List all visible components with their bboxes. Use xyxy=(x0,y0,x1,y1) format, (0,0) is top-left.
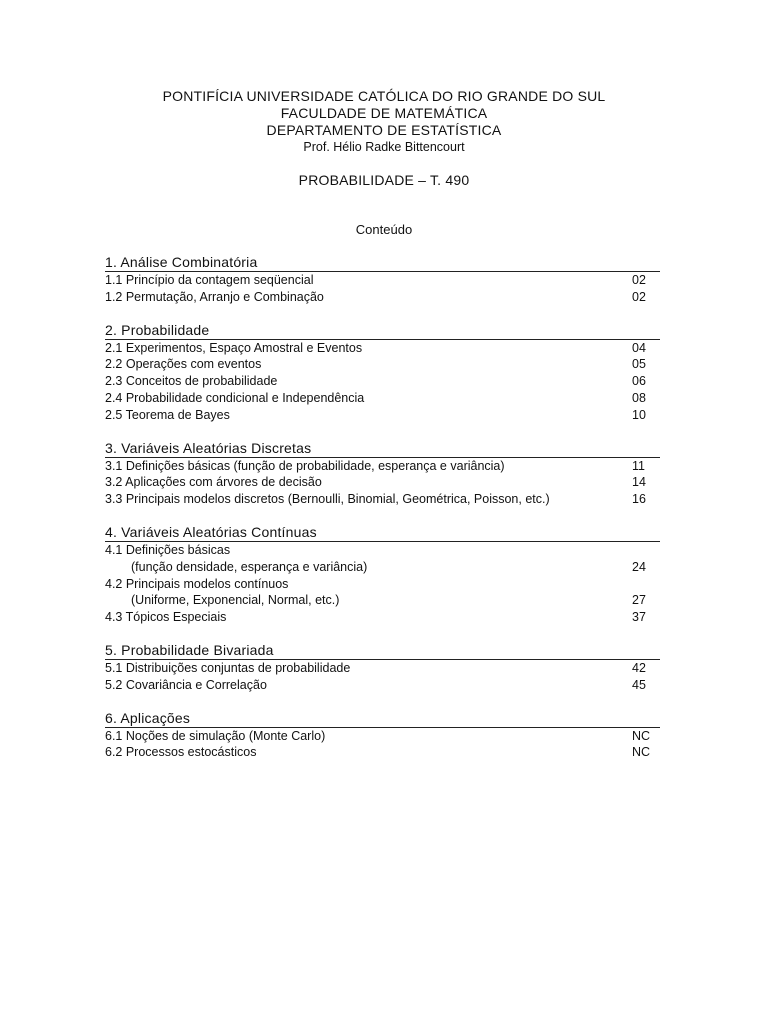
toc-entry-page: 10 xyxy=(632,407,646,422)
toc-section xyxy=(105,524,660,626)
toc-entry-label: (Uniforme, Exponencial, Normal, etc.) xyxy=(131,593,340,608)
toc-entry-page: 45 xyxy=(632,677,646,692)
toc-entry-page: 04 xyxy=(632,340,646,355)
toc-entry-label: 6.1 Noções de simulação (Monte Carlo) xyxy=(105,728,326,743)
toc-entry xyxy=(105,407,660,424)
toc-entry xyxy=(105,340,660,357)
toc-entry-page: 24 xyxy=(632,559,646,574)
toc-entry-label: 1.1 Princípio da contagem seqüencial xyxy=(105,273,314,287)
section-title: 6. Aplicações xyxy=(105,710,660,728)
toc-entry-page: NC xyxy=(632,745,651,760)
toc-entry xyxy=(105,542,660,559)
section-title: 2. Probabilidade xyxy=(105,322,660,340)
toc-entry xyxy=(105,474,660,491)
toc-section xyxy=(105,440,660,508)
faculty-name: FACULDADE DE MATEMÁTICA xyxy=(280,105,488,121)
document-header xyxy=(0,88,768,156)
toc-entry-label: 5.1 Distribuições conjuntas de probabilidade xyxy=(105,660,351,675)
department-name: DEPARTAMENTO DE ESTATÍSTICA xyxy=(266,122,502,138)
toc-entry-label: 3.2 Aplicações com árvores de decisão xyxy=(105,475,322,490)
toc-entry xyxy=(105,744,660,761)
toc-entry xyxy=(105,592,660,609)
course-title: PROBABILIDADE – T. 490 xyxy=(298,172,470,188)
toc-entry-label: 4.1 Definições básicas xyxy=(105,542,231,557)
section-title: 5. Probabilidade Bivariada xyxy=(105,642,660,660)
toc-entry xyxy=(105,609,660,626)
table-of-contents xyxy=(105,254,660,777)
toc-entry-page: NC xyxy=(632,728,651,743)
toc-entry xyxy=(105,677,660,694)
toc-section xyxy=(105,254,660,306)
toc-entry-page: 27 xyxy=(632,593,646,608)
toc-entry-page: 16 xyxy=(632,492,646,507)
toc-entry-label: 6.2 Processos estocásticos xyxy=(105,745,257,760)
toc-entry-page: 37 xyxy=(632,610,646,625)
toc-entry-label: 2.4 Probabilidade condicional e Independência xyxy=(105,390,365,405)
toc-entry-page: 02 xyxy=(632,289,646,304)
toc-entry-label: 3.1 Definições básicas (função de probabilidade, esperança e variância) xyxy=(105,458,505,473)
section-title: 1. Análise Combinatória xyxy=(105,254,660,272)
toc-entry-label: 5.2 Covariância e Correlação xyxy=(105,677,267,692)
section-title: 4. Variáveis Aleatórias Contínuas xyxy=(105,524,660,542)
toc-entry-page: 06 xyxy=(632,374,646,389)
toc-entry xyxy=(105,576,660,593)
contents-heading: Conteúdo xyxy=(355,222,413,237)
toc-entry xyxy=(105,356,660,373)
toc-entry-page: 11 xyxy=(632,458,645,473)
toc-entry-label: 3.3 Principais modelos discretos (Bernoulli, Binomial, Geométrica, Poisson, etc.) xyxy=(105,492,550,507)
toc-section xyxy=(105,710,660,762)
toc-entry xyxy=(105,728,660,745)
toc-entry-label: (função densidade, esperança e variância) xyxy=(131,559,368,574)
toc-entry-page: 08 xyxy=(632,390,646,405)
toc-entry xyxy=(105,390,660,407)
toc-entry xyxy=(105,373,660,390)
university-name: PONTIFÍCIA UNIVERSIDADE CATÓLICA DO RIO GRANDE DO SUL xyxy=(162,88,606,104)
toc-section xyxy=(105,642,660,694)
toc-entry-page: 02 xyxy=(632,273,646,287)
toc-entry xyxy=(105,559,660,576)
toc-entry xyxy=(105,289,660,306)
toc-entry-page: 05 xyxy=(632,357,646,372)
toc-entry-label: 2.3 Conceitos de probabilidade xyxy=(105,374,278,389)
toc-section xyxy=(105,322,660,424)
toc-entry xyxy=(105,660,660,677)
toc-entry-page: 14 xyxy=(632,475,646,490)
toc-entry-label: 2.2 Operações com eventos xyxy=(105,357,262,372)
toc-entry-label: 4.3 Tópicos Especiais xyxy=(105,610,227,625)
toc-entry xyxy=(105,272,660,289)
professor-name: Prof. Hélio Radke Bittencourt xyxy=(303,140,465,154)
toc-entry xyxy=(105,491,660,508)
toc-entry-label: 4.2 Principais modelos contínuos xyxy=(105,576,289,591)
section-title: 3. Variáveis Aleatórias Discretas xyxy=(105,440,660,458)
toc-entry xyxy=(105,458,660,475)
toc-entry-page: 42 xyxy=(632,660,646,675)
toc-entry-label: 2.1 Experimentos, Espaço Amostral e Eventos xyxy=(105,340,363,355)
toc-entry-label: 1.2 Permutação, Arranjo e Combinação xyxy=(105,289,324,304)
toc-entry-label: 2.5 Teorema de Bayes xyxy=(105,407,230,422)
